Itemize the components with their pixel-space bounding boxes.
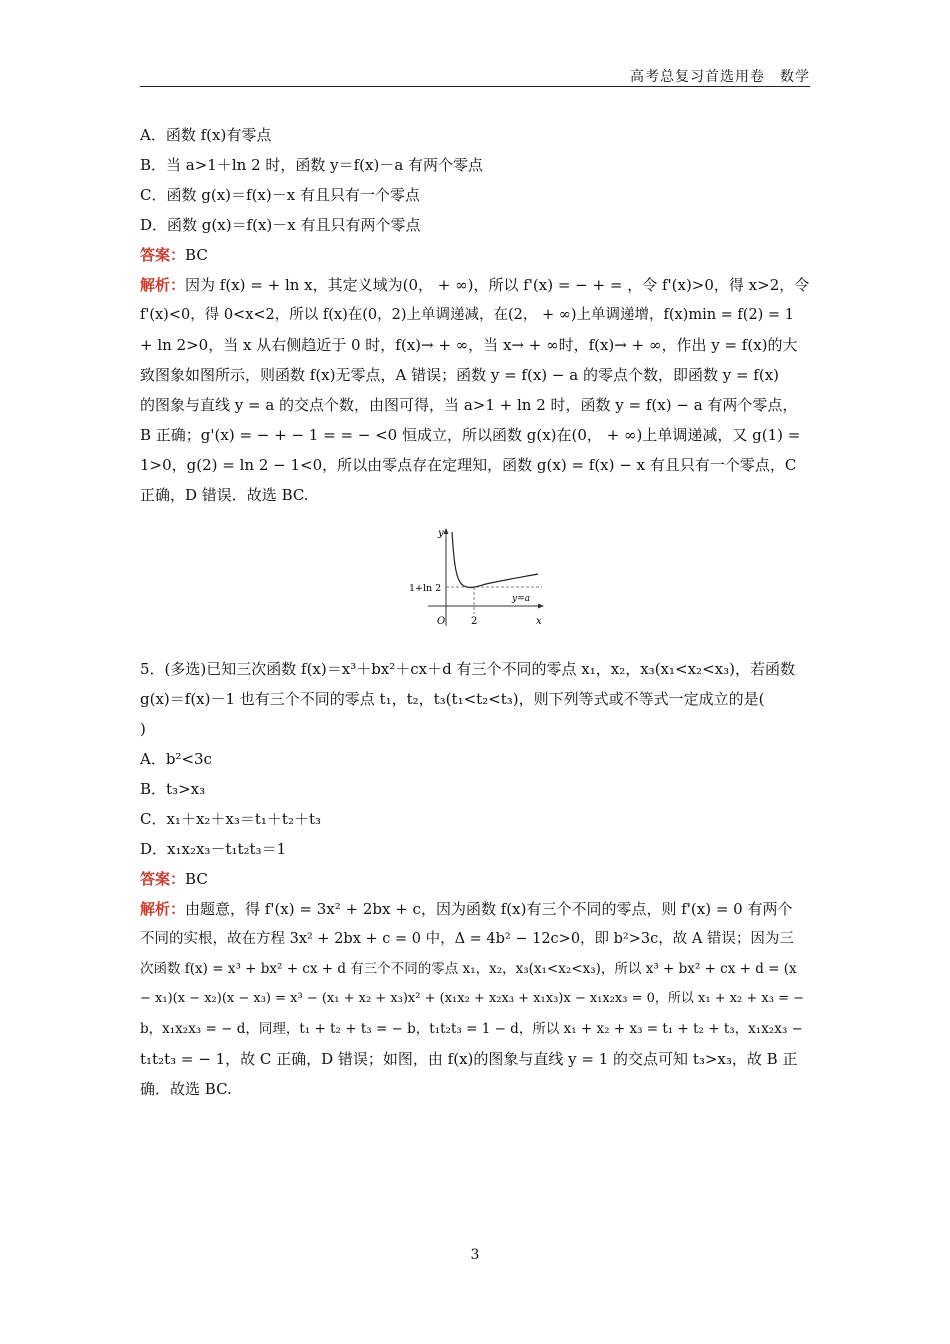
page-number: 3 — [470, 1247, 480, 1263]
q5-option-b: B．t₃>x₃ — [140, 780, 206, 798]
q5-analysis-line: 确．故选 BC. — [140, 1080, 232, 1098]
q5-analysis-line: b，x₁x₂x₃ = − d，同理，t₁ + t₂ + t₃ = − b，t₁t₂t₃ = 1 − d，所以 x₁ + x₂ + x₃ = t₁ + t₂ + t₃，x₁x₂x₃ − — [140, 1021, 803, 1037]
q5-analysis-line: 次函数 f(x) = x³ + bx² + cx + d 有三个不同的零点 x₁，x₂，x₃(x₁<x₂<x₃)，所以 x³ + bx² + cx + d = (x — [140, 961, 797, 977]
x-tick-label: 2 — [471, 616, 478, 627]
q5-option-c: C．x₁＋x₂＋x₃＝t₁＋t₂＋t₃ — [140, 810, 322, 828]
x-axis-arrow-icon — [538, 604, 544, 609]
header-rule — [140, 86, 810, 87]
q5-analysis-line: − x₁)(x − x₂)(x − x₃) = x³ − (x₁ + x₂ + x₃)x² + (x₁x₂ + x₂x₃ + x₁x₃)x − x₁x₂x₃ = 0，所以 x₁ + x₂ + x₃ = − — [140, 991, 805, 1006]
q5-stem-line: g(x)＝f(x)－1 也有三个不同的零点 t₁，t₂，t₃(t₁<t₂<t₃)，则下列等式或不等式一定成立的是( — [140, 690, 765, 708]
q5-stem — [140, 654, 812, 744]
function-graph-figure — [140, 524, 812, 634]
q5-analysis-line: 不同的实根，故在方程 3x² + 2bx + c = 0 中，Δ = 4b² − 12c>0，即 b²>3c，故 A 错误；因为三 — [140, 931, 794, 947]
q4-analysis-line: 1>0，g(2) = ln 2 − 1<0，所以由零点存在定理知，函数 g(x) = f(x) − x 有且只有一个零点，C — [140, 456, 797, 474]
q5-answer-value: BC — [185, 870, 208, 888]
q4-answer — [140, 240, 812, 270]
x-axis-label: x — [536, 616, 542, 627]
q4-analysis-line: B 正确；g'(x) = − + − 1 = = − <0 恒成立，所以函数 g(x)在(0， + ∞)上单调递减，又 g(1) = — [140, 426, 801, 444]
q5-analysis-label: 解析： — [140, 900, 186, 918]
q4-analysis-line: 致图象如图所示，则函数 f(x)无零点，A 错误；函数 y = f(x) − a 的零点个数，即函数 y = f(x) — [140, 366, 780, 384]
page-content — [140, 120, 812, 1104]
page-header: 高考总复习首选用卷 数学 — [630, 69, 810, 85]
q4-analysis-line: + ln 2>0，当 x 从右侧趋近于 0 时，f(x)→ + ∞，当 x→ + ∞时，f(x)→ + ∞，作出 y = f(x)的大 — [140, 336, 798, 354]
y-tick-label: 1+ln 2 — [409, 583, 442, 594]
q4-analysis — [140, 270, 812, 510]
q4-analysis-label: 解析： — [140, 276, 186, 294]
q5-analysis-line: t₁t₂t₃ = − 1，故 C 正确，D 错误；如图，由 f(x)的图象与直线 y = 1 的交点可知 t₃>x₃，故 B 正 — [140, 1050, 798, 1068]
q4-analysis-line: 因为 f(x) = + ln x，其定义域为(0， + ∞)，所以 f'(x) = − + = ，令 f'(x)>0，得 x>2，令 — [185, 276, 810, 294]
q4-analysis-line: 正确，D 错误．故选 BC. — [140, 486, 309, 504]
y-axis-label: y — [438, 528, 444, 539]
q4-answer-label: 答案： — [140, 246, 186, 264]
q4-answer-value: BC — [185, 246, 208, 264]
q5-option-d: D．x₁x₂x₃－t₁t₂t₃＝1 — [140, 840, 287, 858]
q5-stem-line: 5．(多选)已知三次函数 f(x)＝x³＋bx²＋cx＋d 有三个不同的零点 x₁，x₂，x₃(x₁<x₂<x₃)，若函数 — [140, 660, 795, 678]
q4-option-c: C．函数 g(x)＝f(x)－x 有且只有一个零点 — [140, 186, 420, 204]
q5-answer — [140, 864, 812, 894]
q4-option-b: B．当 a>1＋ln 2 时，函数 y＝f(x)－a 有两个零点 — [140, 156, 484, 174]
q4-option-a: A．函数 f(x)有零点 — [140, 126, 272, 144]
q4-analysis-line: f'(x)<0，得 0<x<2，所以 f(x)在(0，2)上单调递减，在(2， + ∞)上单调递增，f(x)min = f(2) = 1 — [140, 307, 794, 323]
q4-option-d: D．函数 g(x)＝f(x)－x 有且只有两个零点 — [140, 216, 421, 234]
line-label: y=a — [512, 594, 530, 604]
y-axis-arrow-icon — [444, 528, 449, 534]
q5-analysis — [140, 894, 812, 1104]
origin-label: O — [437, 616, 446, 627]
q5-answer-label: 答案： — [140, 870, 186, 888]
q5-option-a: A．b²<3c — [140, 750, 212, 768]
q5-analysis-line: 由题意，得 f'(x) = 3x² + 2bx + c，因为函数 f(x)有三个不同的零点，则 f'(x) = 0 有两个 — [185, 900, 793, 918]
function-graph — [408, 524, 548, 630]
q5-stem-line: ) — [140, 720, 146, 738]
function-curve — [452, 532, 538, 587]
q4-analysis-line: 的图象与直线 y = a 的交点个数，由图可得，当 a>1 + ln 2 时，函数 y = f(x) − a 有两个零点， — [140, 396, 798, 414]
